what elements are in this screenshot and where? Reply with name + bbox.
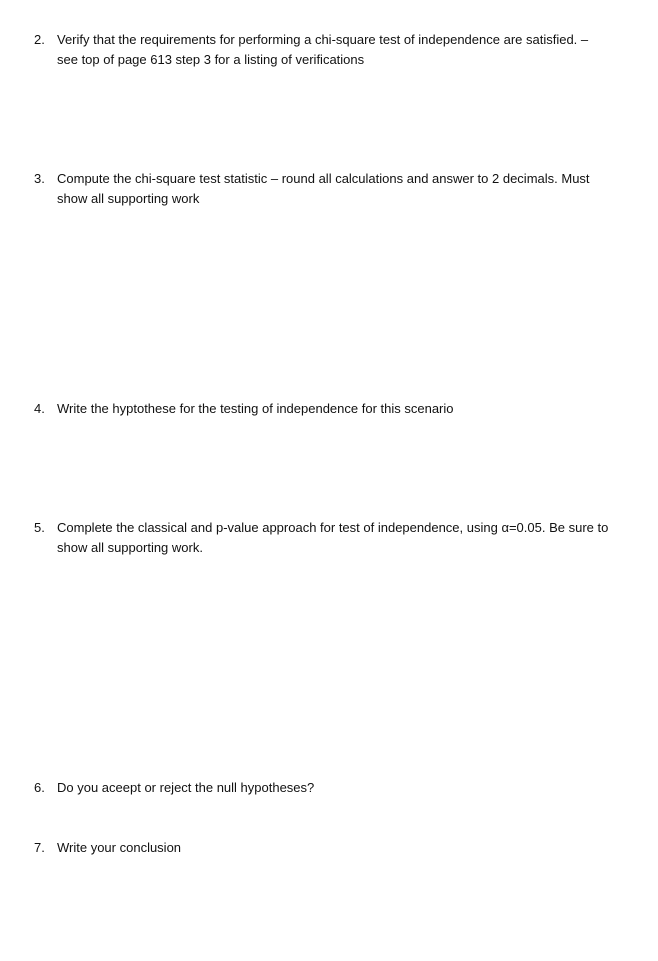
question-text — [57, 169, 634, 209]
question-6 — [34, 778, 634, 798]
question-7 — [34, 838, 634, 858]
question-number: 4. — [34, 401, 45, 416]
question-number: 2. — [34, 32, 45, 47]
question-4 — [34, 399, 634, 419]
question-line: Write the hyptothese for the testing of independence for this scenario — [57, 401, 454, 416]
question-line: show all supporting work. — [57, 540, 203, 555]
question-3 — [34, 169, 634, 209]
question-line: Do you aceept or reject the null hypotheses? — [57, 780, 315, 795]
question-line: Compute the chi-square test statistic – round all calculations and answer to 2 decimals. Must — [57, 171, 590, 186]
question-line: see top of page 613 step 3 for a listing of verifications — [57, 52, 365, 67]
question-line: Write your conclusion — [57, 840, 182, 855]
question-2 — [34, 30, 634, 70]
question-text — [57, 30, 634, 70]
question-text — [57, 399, 634, 419]
question-text — [57, 778, 634, 798]
question-number: 3. — [34, 171, 45, 186]
question-text — [57, 518, 634, 558]
question-text — [57, 838, 634, 858]
question-number: 5. — [34, 520, 45, 535]
question-line: show all supporting work — [57, 191, 200, 206]
question-line: Verify that the requirements for performing a chi-square test of independence are satisfied. – — [57, 32, 589, 47]
question-5 — [34, 518, 634, 558]
question-line: Complete the classical and p-value approach for test of independence, using α=0.05. Be sure to — [57, 520, 609, 535]
question-number: 6. — [34, 780, 45, 795]
question-number: 7. — [34, 840, 45, 855]
